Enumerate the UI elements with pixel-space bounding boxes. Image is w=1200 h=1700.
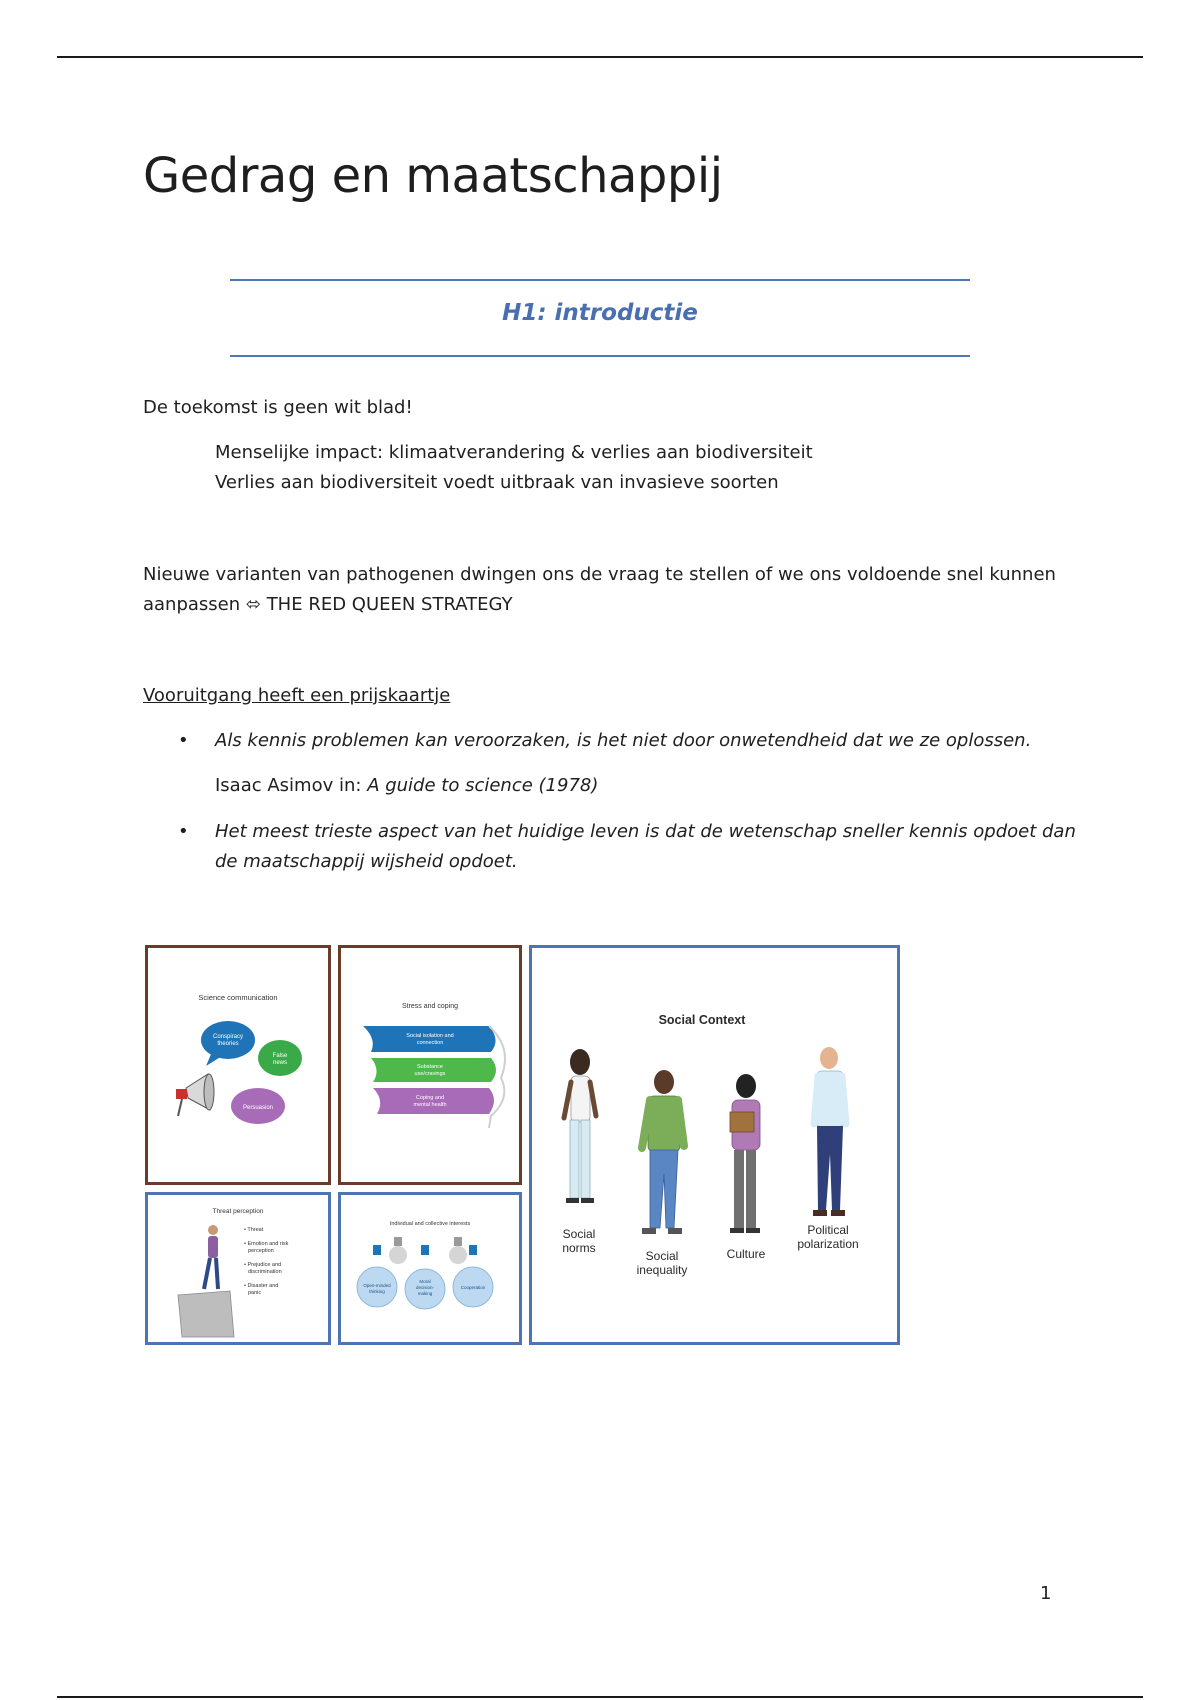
lightbulbs-icon: [357, 1237, 493, 1309]
citation: [215, 771, 598, 801]
band-blue: [363, 1026, 496, 1052]
paragraph-pathogens-line2: aanpassen ⬄ THE RED QUEEN STRATEGY: [143, 594, 513, 615]
label-culture: Culture: [726, 1247, 766, 1261]
paragraph-future: De toekomst is geen wit blad!: [143, 397, 413, 418]
social-context-illustration: [532, 948, 897, 1342]
band-green: [371, 1058, 496, 1082]
bulb-moral-line2: decision-: [415, 1285, 435, 1290]
band-coping-line2: mental health: [413, 1102, 447, 1108]
bulb-cooperation: Cooperation: [460, 1285, 486, 1290]
paragraph-human-impact: Menselijke impact: klimaatverandering & verlies aan biodiversiteit: [215, 442, 813, 463]
band-social-isolation-line1: Social isolation and: [406, 1033, 454, 1039]
document-title: Gedrag en maatschappij: [143, 148, 723, 204]
paragraph-biodiversity: Verlies aan biodiversiteit voedt uitbraak van invasieve soorten: [215, 472, 779, 493]
threat-item-4-line1: • Disaster and: [244, 1283, 279, 1289]
figure-collective-interests: [338, 1192, 522, 1345]
citation-prefix: Isaac Asimov in:: [215, 775, 368, 796]
bulb-moral-line3: making: [417, 1291, 433, 1296]
person-social-norms-icon: [564, 1049, 596, 1203]
heading-top-border: [230, 279, 970, 281]
threat-item-1: • Threat: [244, 1227, 264, 1233]
threat-perception-illustration: [148, 1195, 328, 1342]
band-coping-line1: Coping and: [415, 1095, 445, 1101]
threat-item-2-line2: perception: [248, 1248, 274, 1254]
bubble-conspiracy-line2: theories: [217, 1041, 239, 1047]
collective-title: Individual and collective interests: [389, 1221, 471, 1227]
stress-title: Stress and coping: [401, 1003, 459, 1010]
label-social-norms-line2: norms: [562, 1241, 596, 1255]
bottom-page-rule: [57, 1696, 1143, 1698]
bulb-open-minded-line2: thinking: [369, 1289, 385, 1294]
science-comm-title: Science communication: [198, 993, 278, 1002]
bubble-conspiracy-line1: Conspiracy: [212, 1034, 244, 1040]
bullet-marker: •: [178, 730, 189, 751]
paragraph-pathogens-line1: Nieuwe varianten van pathogenen dwingen ons de vraag te stellen of we ons voldoende snel kunnen: [143, 564, 1056, 585]
band-social-isolation-line2: connection: [416, 1040, 444, 1046]
heading-bottom-border: [230, 355, 970, 357]
threat-item-2-line1: • Emotion and risk: [244, 1241, 289, 1247]
label-social-inequality-line1: Social: [645, 1249, 679, 1263]
quote-bullet-2-line2: de maatschappij wijsheid opdoet.: [215, 851, 518, 872]
threat-item-4-line2: panic: [248, 1290, 262, 1296]
band-substance-line1: Substance: [417, 1064, 443, 1070]
science-communication-illustration: [148, 948, 328, 1182]
bullet-marker: •: [178, 821, 189, 842]
person-social-inequality-icon: [642, 1070, 684, 1234]
speech-bubble-blue: [201, 1021, 255, 1059]
quote-bullet-1: Als kennis problemen kan veroorzaken, is het niet door onwetendheid dat we ze oplossen.: [215, 730, 1032, 751]
stress-coping-illustration: [341, 948, 519, 1182]
label-social-norms-line1: Social: [562, 1227, 596, 1241]
section-heading: Vooruitgang heeft een prijskaartje: [143, 685, 451, 706]
person-culture-icon: [730, 1074, 760, 1233]
person-political-polarization-icon: [813, 1047, 846, 1216]
label-political-polarization-line2: polarization: [797, 1237, 859, 1251]
figure-stress-coping: [338, 945, 522, 1185]
figure-threat-perception: [145, 1192, 331, 1345]
chapter-heading: H1: introductie: [502, 300, 698, 326]
threat-item-3-line2: discrimination: [248, 1269, 282, 1275]
bubble-false-news-line1: False: [272, 1053, 288, 1059]
label-social-inequality-line2: inequality: [636, 1263, 688, 1277]
band-purple: [373, 1088, 494, 1114]
figure-social-context: [529, 945, 900, 1345]
social-context-title: Social Context: [658, 1013, 746, 1027]
band-substance-line2: use/cravings: [414, 1071, 446, 1077]
bulb-open-minded-line1: Open-minded: [363, 1283, 391, 1288]
megaphone-icon: [176, 1074, 214, 1116]
top-page-rule: [57, 56, 1143, 58]
page-number: 1: [1040, 1583, 1052, 1604]
collective-interests-illustration: [341, 1195, 519, 1342]
citation-title: A guide to science (1978): [367, 775, 599, 796]
threat-title: Threat perception: [212, 1208, 264, 1215]
person-on-cliff-icon: [178, 1225, 234, 1337]
threat-item-3-line1: • Prejudice and: [244, 1262, 282, 1268]
quote-bullet-2-line1: Het meest trieste aspect van het huidige leven is dat de wetenschap sneller kennis opdoet dan: [215, 821, 1076, 842]
bulb-moral-line1: Moral: [419, 1279, 431, 1284]
bubble-persuasion: Persuasion: [242, 1105, 274, 1111]
label-political-polarization-line1: Political: [807, 1223, 849, 1237]
figure-science-communication: [145, 945, 331, 1185]
bubble-false-news-line2: news: [272, 1060, 288, 1066]
